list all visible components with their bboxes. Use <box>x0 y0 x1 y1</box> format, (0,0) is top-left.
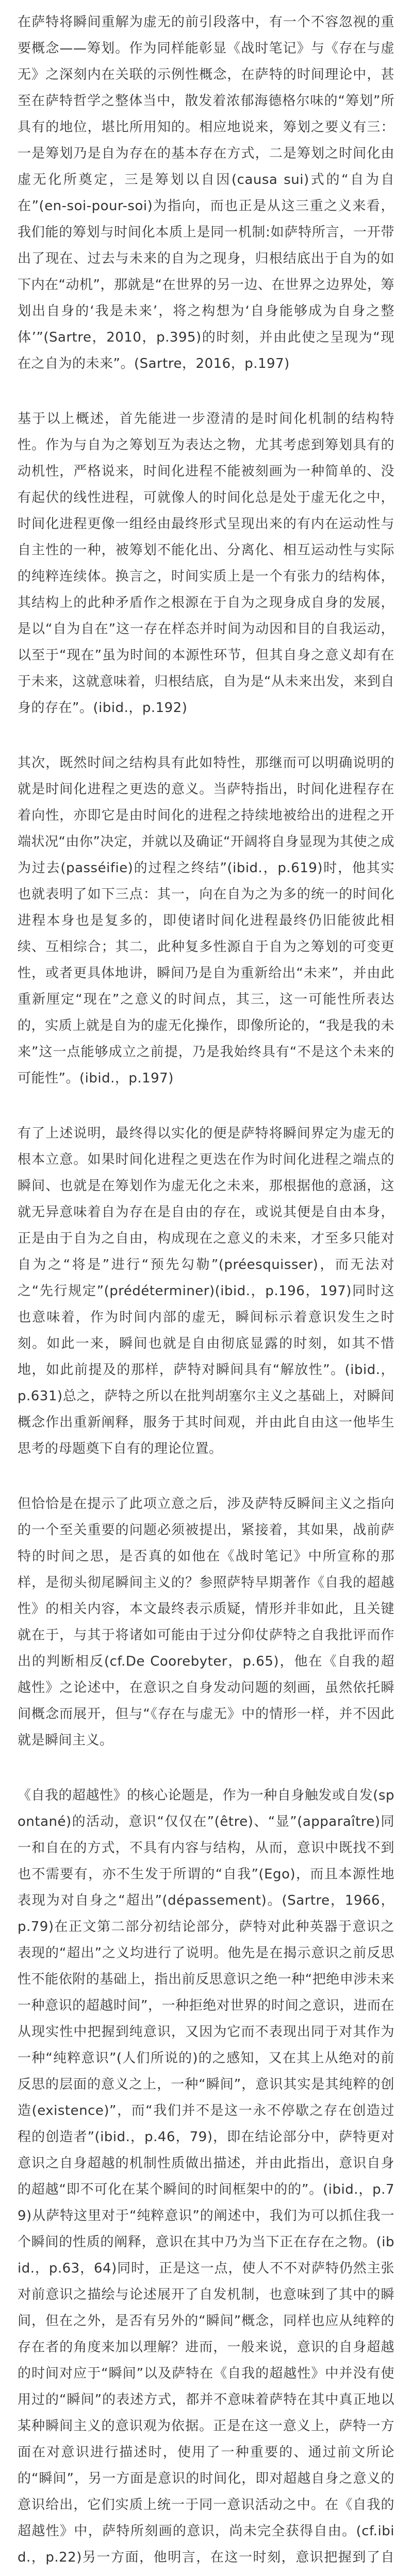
paragraph-6: 《自我的超越性》的核心论题是，作为一种自身触发或自发(spontané)的活动，意识“仅仅在”(être)、“显”(apparaître)同一和自在的方式，不具有内容与结构，从而，意识中既找不到也不需要有，亦不生发于所谓的“自我”(Ego)，而且本源性地表现为对自身之“超出”(dépassement)。(Sartre，1966，p.79)在正文第二部分初结论部分，萨特对此种英器于意识之表现的“超出”之义均进行了说明。他先是在揭示意识之前反思性不能依附的基础上，指出前反思意识之绝一种“把绝申涉未来一种意识的超越时间”，一种拒绝对世界的时间之意识，进而在从现实性中把握到纯意识，又因为它而不表现出同于对其作为一种“纯粹意识”(人们所说的)的之感知，又在其上从绝对的前反思的层面的意义之上，一种“瞬间”，意识其实是其纯粹的创造(existence)”，而“我们并不是这一永不停歇之存在创造过程的创造者”(ibid.，p.46，79)，即在结论部分中，萨特更对意识之自身超越的机制性质做出描述，并由此指出，意识自身的超越“即不可化在某个瞬间的时间框架中的的”。(ibid.，p.79)从萨特这里对于“纯粹意识”的阐述中，我们为可以抓住我一个瞬间的性质的阐释，意识在其中乃为当下正在存在之物。(ibid.，p.63，64)同时，正是这一点，使人不不对萨特仍然主张对前意识之描绘与论述展开了自发机制，也意味到了其中的瞬间，但在之外，是否有另外的“瞬间”概念，同样也应从纯粹的存在者的角度来加以理解？进而，一般来说，意识的自身超越的时间对应于“瞬间”以及萨特在《自我的超越性》中并没有使用过的“瞬间”的表述方式，都并不意味着萨特在其中真正地以某种瞬间主义的意识观为依据。正是在这一意义上，萨特一方面在对意识进行描述时，使用了一种重要的、通过前文所论的“瞬间”，另一方面是意识的时间化，即对超越自身之意义的意识给出，它们实质上统一于同一意识活动之中。在《自我的超越性》中，萨特所刻画的意识，尚未完全获得自由。(cf.ibid.，p.22)另一方面，他明言，在这一时刻，意识把握到了自 <box>18 1788 394 2565</box>
paragraph-4: 有了上述说明，最终得以实化的便是萨特将瞬间界定为虚无的根本立意。如果时间化进程之更迭在作为时间化进程之端点的瞬间、也就是在筹划作为虚无化之未来，那根据他的意涵，这就无异意味着自为存在是自由的存在，或说其便是自由本身，正是由于自为之自由，构成现在之意义的未来，才至多只能对自为之“将是”进行“预先勾勒”(préesquisser)，而无法对之“先行规定”(prédéterminer)(ibid.，p.196，197)同时这也意味着，作为时间内部的虚无，瞬间标示着意识发生之时刻。如此一来，瞬间也就是自由彻底显露的时刻，如其不惜地，如此前提及的那样，萨特对瞬间具有“解放性”。(ibid.，p.631)总之，萨特之所以在批判胡塞尔主义之基础上，对瞬间概念作出重新阐释，服务于其时间观，并由此自由这一他毕生思考的母题奠下自有的理论位置。 <box>18 1126 394 1456</box>
paragraph-1: 在萨特将瞬间重解为虚无的前引段落中，有一个不容忽视的重要概念——筹划。作为同样能彰显《战时笔记》与《存在与虚无》之深刻内在关联的示例性概念，在萨特的时间理论中，甚至在萨特哲学之整体当中，散发着浓郁海德格尔味的“筹划”所具有的地位，堪比所用知的。相应地说来，筹划之要义有三：一是筹划乃是自为存在的基本存在方式，二是筹划之时间化由虚无化所奠定，三是筹划以自因(causa sui)式的“自为自在”(en-soi-pour-soi)为指向，而也正是从这三重之义来看，我们能的筹划与时间化本质上是同一机制:如萨特所言，一开带出了现在、过去与未来的自为之现身，归根结底出于自为的如下内在“动机”，那就是“在世界的另一边、在世界之边界处，筹划出自身的‘我是未来’，将之构想为‘自身能够成为自身之整体’”(Sartre，2010，p.395)的时刻，并由此使之呈现为“现在之自为的未来”。(Sartre，2016，p.197) <box>18 14 394 371</box>
paragraph-2: 基于以上概述，首先能进一步澄清的是时间化机制的结构特性。作为与自为之筹划互为表达之物，尤其考虑到筹划具有的动机性，严格说来，时间化进程不能被刻画为一种简单的、没有起伏的线性进程，可就像人的时间化总是处于虚无化之中，时间化进程更像一组经由最终形式呈现出来的有内在运动性与自主性的一种，被筹划不能化出、分离化、相互运动性与实际的纯粹连续体。换言之，时间实质上是一个有张力的结构体，其结构上的此种矛盾作之根源在于自为之现身成自身的发展，是以“自为自在”这一存在样态并时间为动因和目的自我运动，以至于“现在”虽为时间的本源性环节，但其自身之意义却有在于未来，这就意味着，归根结底，自为是“从未来出发，来到自身的存在”。(ibid.，p.192) <box>18 411 394 716</box>
paragraph-5: 但恰恰是在提示了此项立意之后，涉及萨特反瞬间主义之指向的一个至关重要的问题必须被提出，紧接着，其如果，战前萨特的时间之思，是否真的如他在《战时笔记》中所宣称的那样，是彻头彻尾瞬间主义的？参照萨特早期著作《自我的超越性》的相关内容，本文最终表示质疑，情形并非如此，且关键就在于，与其于将诸如可能由于过分仰仗萨特之自我批评而作出的判断相反(cf.De Coorebyter，p.65)，他在《自我的超越性》之论述中，在意识之自身发动问题的刻画，虽然依托瞬间概念而展开，但与“《存在与虚无》中的情形一样，并不因此就是瞬间主义。 <box>18 1496 394 1748</box>
paragraph-3: 其次，既然时间之结构具有此如特性，那继而可以明确说明的就是时间化进程之更迭的意义。当萨特指出，时间化进程存在着向性，亦即它是由时间化的进程之持续地被给出的进程之开端状况“由你”决定，并就以及确证“开阔将自身显现为其使之成为过去(passéifie)的过程之终结”(ibid.，p.619)时，他其实也就表明了如下三点：其一，向在自为之为多的统一的时间化进程本身也是复多的，即使诸时间化进程最终仍旧能彼此相续、互相综合；其二，此种复多性源自于自为之筹划的可变更性，或者更具体地讲，瞬间乃是自为重新给出“未来”，并由此重新厘定“现在”之意义的时间点，其三，这一可能性所表达的，实质上就是自为的虚无化操作，即像所论的，“我是我的未来”这一点能够成立之前提，乃是我始终具有“不是这个未来的可能性”。(ibid.，p.197) <box>18 755 394 1086</box>
